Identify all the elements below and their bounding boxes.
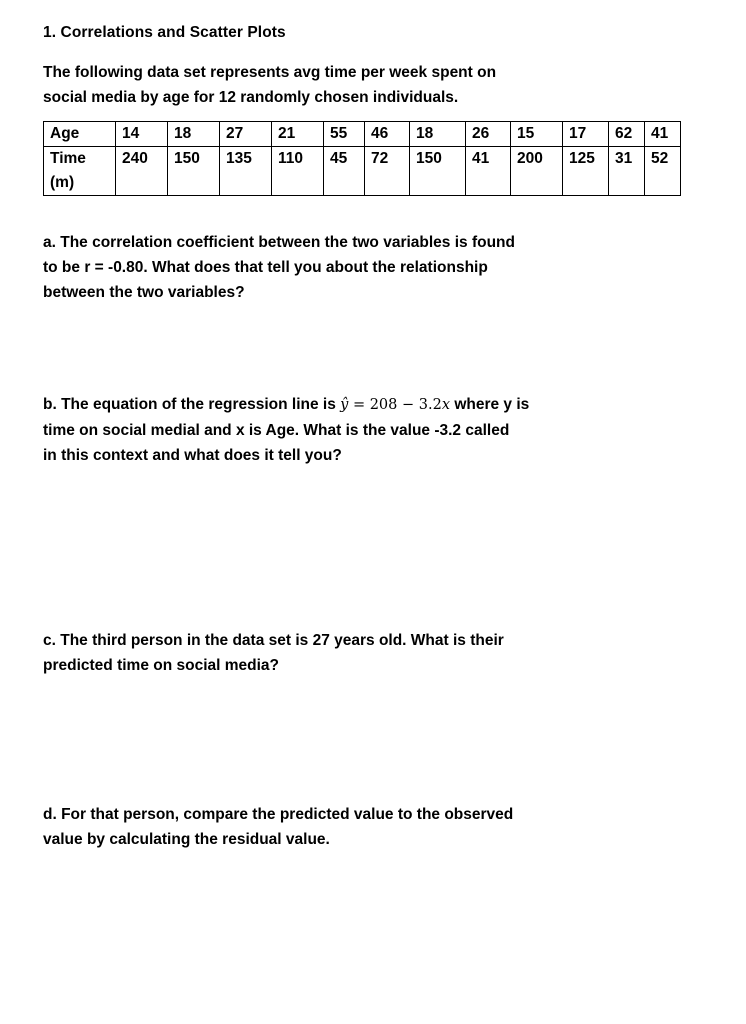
question-b-line bbox=[43, 392, 683, 418]
question-d bbox=[43, 802, 683, 852]
data-table bbox=[43, 121, 681, 196]
question-a-line: to be r = -0.80. What does that tell you about the relationship bbox=[43, 259, 488, 276]
time-cell: 110 bbox=[272, 147, 324, 196]
age-row-header: Age bbox=[44, 122, 116, 147]
time-label: Time bbox=[50, 150, 86, 167]
time-cell: 72 bbox=[365, 147, 410, 196]
time-row bbox=[44, 147, 681, 196]
age-cell: 17 bbox=[563, 122, 609, 147]
age-row bbox=[44, 122, 681, 147]
question-b-prefix: b. The equation of the regression line is bbox=[43, 396, 341, 413]
question-a-line: between the two variables? bbox=[43, 284, 245, 301]
question-b-line: time on social medial and x is Age. What is the value -3.2 called bbox=[43, 422, 510, 439]
section-title: 1. Correlations and Scatter Plots bbox=[43, 24, 286, 41]
x-variable: x bbox=[441, 397, 451, 413]
time-row-header bbox=[44, 147, 116, 196]
time-unit-label: (m) bbox=[50, 174, 75, 191]
question-c bbox=[43, 628, 683, 678]
question-c-line: predicted time on social media? bbox=[43, 657, 280, 674]
regression-equation bbox=[340, 397, 450, 413]
time-cell: 52 bbox=[645, 147, 681, 196]
question-a bbox=[43, 230, 683, 305]
time-cell: 150 bbox=[168, 147, 220, 196]
question-d-line: value by calculating the residual value. bbox=[43, 831, 330, 848]
time-cell: 125 bbox=[563, 147, 609, 196]
time-cell: 150 bbox=[410, 147, 466, 196]
question-b bbox=[43, 392, 683, 468]
age-cell: 55 bbox=[324, 122, 365, 147]
time-cell: 135 bbox=[220, 147, 272, 196]
question-d-line: d. For that person, compare the predicted value to the observed bbox=[43, 806, 514, 823]
time-cell: 41 bbox=[466, 147, 511, 196]
age-cell: 46 bbox=[365, 122, 410, 147]
age-cell: 14 bbox=[116, 122, 168, 147]
age-cell: 41 bbox=[645, 122, 681, 147]
question-c-line: c. The third person in the data set is 27 years old. What is their bbox=[43, 632, 504, 649]
intro-line: social media by age for 12 randomly chosen individuals. bbox=[43, 89, 459, 106]
time-cell: 31 bbox=[609, 147, 645, 196]
intro-line: The following data set represents avg time per week spent on bbox=[43, 64, 497, 81]
question-b-line: in this context and what does it tell you? bbox=[43, 447, 342, 464]
age-cell: 62 bbox=[609, 122, 645, 147]
question-a-line: a. The correlation coefficient between the two variables is found bbox=[43, 234, 515, 251]
question-b-suffix: where y is bbox=[450, 396, 530, 413]
time-cell: 200 bbox=[511, 147, 563, 196]
time-cell: 240 bbox=[116, 147, 168, 196]
age-cell: 21 bbox=[272, 122, 324, 147]
equation-body: = 208 − 3.2 bbox=[348, 397, 442, 413]
age-cell: 15 bbox=[511, 122, 563, 147]
age-cell: 18 bbox=[410, 122, 466, 147]
age-cell: 26 bbox=[466, 122, 511, 147]
age-cell: 18 bbox=[168, 122, 220, 147]
age-cell: 27 bbox=[220, 122, 272, 147]
time-cell: 45 bbox=[324, 147, 365, 196]
y-hat-symbol: ŷ bbox=[340, 397, 349, 413]
intro-paragraph bbox=[43, 60, 663, 110]
